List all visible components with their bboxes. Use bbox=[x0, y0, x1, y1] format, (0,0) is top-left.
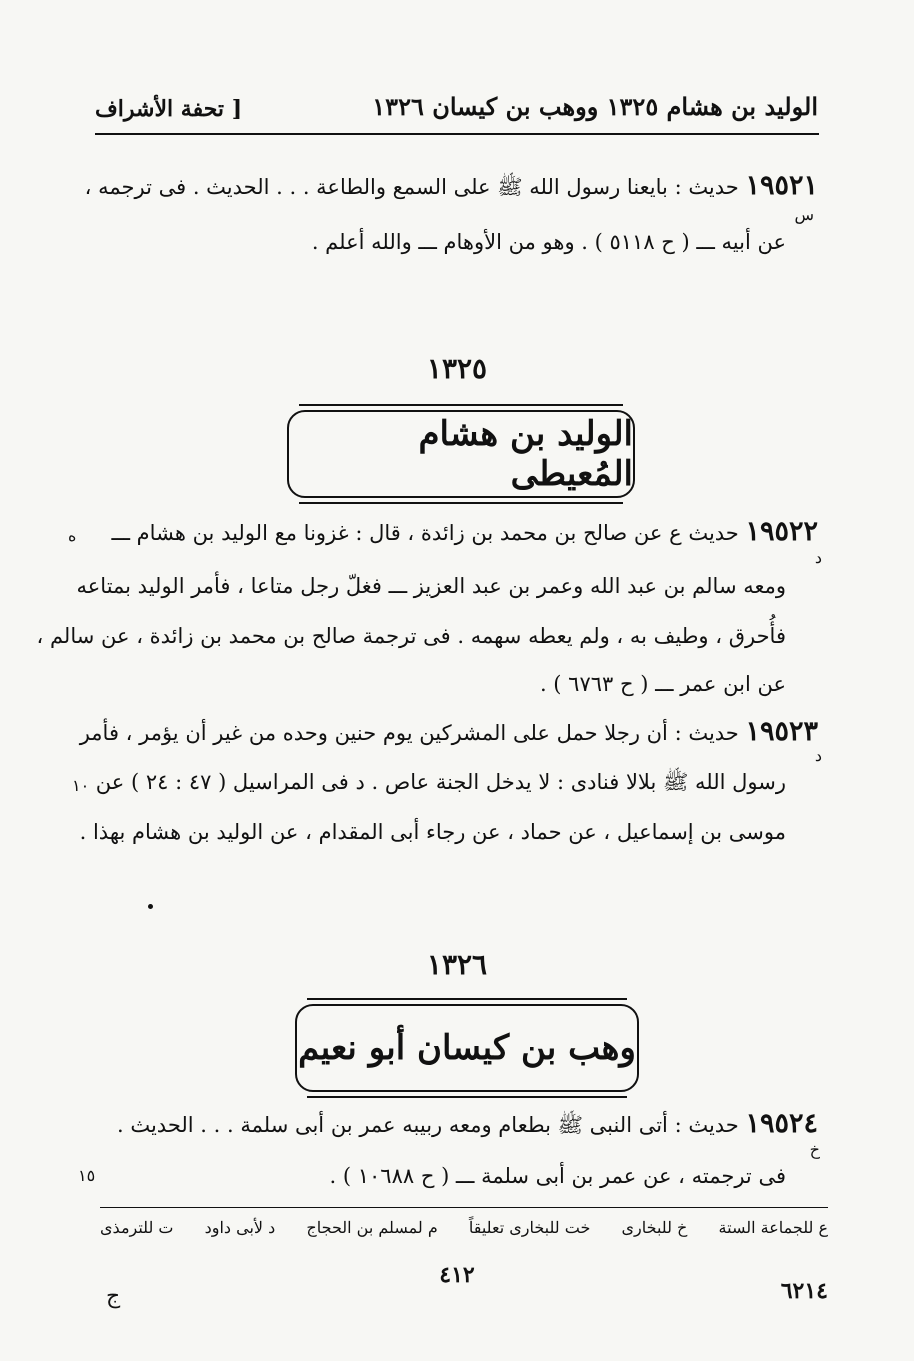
section-number: ١٣٢٥ bbox=[426, 352, 488, 385]
volume-code: ٦٢١٤ bbox=[780, 1278, 828, 1304]
margin-line-number: ١٥ bbox=[78, 1166, 96, 1185]
running-header-book: [ تحفة الأشراف bbox=[95, 96, 243, 122]
abbreviation-item: م لمسلم بن الحجاج bbox=[306, 1218, 438, 1237]
ink-dot bbox=[148, 904, 153, 909]
abbreviation-item: خ للبخارى bbox=[621, 1218, 688, 1237]
abbreviation-key bbox=[100, 1218, 828, 1237]
hadith-19522-line-3: فأُحرق ، وطيف به ، ولم يعطه سهمه . فى ترجمة صالح بن محمد بن زائدة ، عن سالم ، bbox=[36, 624, 786, 648]
abbreviation-item: د لأبى داود bbox=[204, 1218, 276, 1237]
hadith-19524-line-2: فى ترجمته ، عن عمر بن أبى سلمة ـــ ( ح ١٠٦٨٨ ) . bbox=[329, 1164, 786, 1188]
hadith-19521-line-2: عن أبيه ـــ ( ح ٥١١٨ ) . وهو من الأوهام ـــ والله أعلم . bbox=[311, 230, 786, 254]
abbreviation-item: ت للترمذى bbox=[100, 1218, 174, 1237]
hadith-19524-line-1 bbox=[95, 1108, 818, 1141]
margin-siglum: س bbox=[794, 205, 814, 224]
hadith-19521-line-1 bbox=[84, 170, 818, 203]
hadith-19523-line-3: موسى بن إسماعيل ، عن حماد ، عن رجاء أبى المقدام ، عن الوليد بن هشام بهذا . bbox=[79, 820, 786, 844]
hadith-text: حديث : بايعنا رسول الله ﷺ على السمع والطاعة . . . الحديث . فى ترجمه ، bbox=[84, 175, 739, 199]
hadith-number: ١٩٥٢٤ bbox=[745, 1108, 818, 1139]
margin-note: ه bbox=[68, 526, 77, 545]
signature-mark: ج bbox=[106, 1284, 121, 1309]
abbreviation-item: ع للجماعة الستة bbox=[718, 1218, 828, 1237]
hadith-number: ١٩٥٢٢ bbox=[745, 516, 818, 547]
section-title: وهب بن كيسان أبو نعيم bbox=[298, 1028, 636, 1068]
section-title-frame bbox=[295, 1004, 639, 1092]
abbreviation-item: خت للبخارى تعليقاً bbox=[468, 1218, 591, 1237]
section-title: الوليد بن هشام المُعيطى bbox=[418, 414, 633, 494]
footer-rule bbox=[100, 1207, 828, 1208]
header-rule bbox=[95, 133, 819, 135]
hadith-number: ١٩٥٢١ bbox=[745, 170, 818, 201]
hadith-19523-line-1 bbox=[79, 716, 818, 749]
hadith-19522-line-4: عن ابن عمر ـــ ( ح ٦٧٦٣ ) . bbox=[539, 672, 786, 696]
section-number: ١٣٢٦ bbox=[426, 948, 488, 981]
hadith-19523-line-2: رسول الله ﷺ بلالا فنادى : لا يدخل الجنة عاص . د فى المراسيل ( ٤٧ : ٢٤ ) عن bbox=[95, 770, 786, 794]
hadith-19522-line-1 bbox=[110, 516, 818, 549]
page-number: ٤١٢ bbox=[439, 1262, 475, 1288]
margin-siglum: د bbox=[814, 548, 822, 567]
hadith-number: ١٩٥٢٣ bbox=[745, 716, 818, 747]
margin-siglum: د bbox=[814, 746, 822, 765]
hadith-text: حديث ع عن صالح بن محمد بن زائدة ، قال : غزونا مع الوليد بن هشام ـــ bbox=[111, 521, 739, 545]
section-title-frame bbox=[287, 410, 635, 498]
hadith-text: حديث : أتى النبى ﷺ بطعام ومعه ربيبه عمر بن أبى سلمة . . . الحديث . bbox=[116, 1113, 739, 1137]
margin-line-number: ١٠ bbox=[72, 776, 90, 795]
hadith-text: حديث : أن رجلا حمل على المشركين يوم حنين وحده من غير أن يؤمر ، فأمر bbox=[79, 721, 739, 745]
running-header-title: الوليد بن هشام ١٣٢٥ ووهب بن كيسان ١٣٢٦ bbox=[372, 92, 818, 121]
margin-siglum: خ bbox=[809, 1140, 820, 1159]
hadith-19522-line-2: ومعه سالم بن عبد الله وعمر بن عبد العزيز ـــ فغلّ رجل متاعا ، فأمر الوليد بمتاعه bbox=[76, 574, 786, 598]
